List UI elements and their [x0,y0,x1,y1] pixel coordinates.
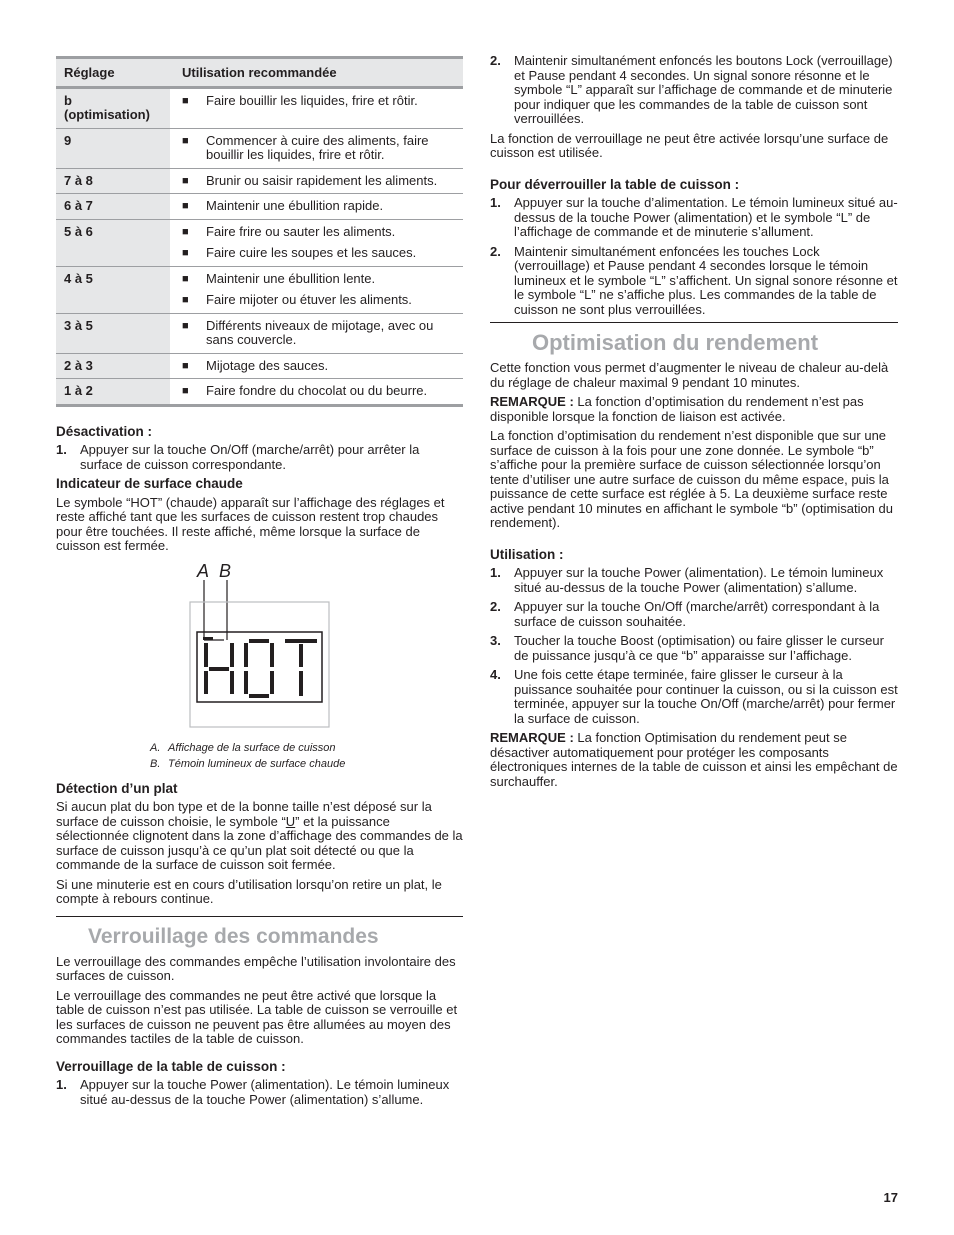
use-text: Faire mijoter ou étuver les aliments. [206,292,412,307]
bullet-icon: ■ [182,134,189,147]
boost-step-1 [490,566,898,595]
setting-level: 2 à 3 [56,353,170,379]
bullet-icon: ■ [182,319,189,332]
setting-level: 5 à 6 [56,219,170,266]
hot-display-figure [56,560,463,740]
use-item [182,272,463,287]
setting-uses [170,128,463,168]
deactivation-step [56,443,463,472]
bullet-icon: ■ [182,385,189,397]
use-item [182,384,463,399]
page-number: 17 [883,1190,898,1205]
hot-indicator-heading: Indicateur de surface chaude [56,476,243,491]
display-panel [190,602,329,727]
display-text: HOT [453,737,456,739]
step-text: Appuyer sur la touche Power (alimentation). Le témoin lumineux situé au-dessus de la touche Power (alimentation) s’allume. [80,1077,450,1107]
deactivation-heading: Désactivation : [56,423,153,439]
label-b: B [219,560,232,581]
unlock-step-2 [490,245,898,318]
table-row [56,128,463,168]
boost-detail: La fonction d’optimisation du rendement n’est disponible que sur une surface de cuisson à la fois pour une zone donnée. Le symbole “b” s’affiche pour la première surface de cuisson sélectionnée lorsqu’on tente d’utiliser une autre surface de cuisson du même espace, puis la puissance de cette surface est réglée à 5. La deuxième surface reste active pendant 10 minutes en affichant le symbole “b” (optimisation du rendement). [490,428,893,530]
label-a: A [197,560,210,581]
setting-uses [170,194,463,220]
lock-note: La fonction de verrouillage ne peut être activée lorsqu’une surface de cuisson est utilisée. [490,130,889,160]
boost-step-3 [490,634,898,663]
bullet-icon: ■ [182,225,189,238]
table-row [56,266,463,313]
setting-level: 6 à 7 [56,194,170,220]
table-row [56,353,463,379]
step-number: 4. [490,667,501,682]
use-item [182,246,463,261]
step-number: 1. [490,565,501,580]
table-row [56,219,463,266]
step-number: 2. [490,599,501,614]
setting-level: 7 à 8 [56,168,170,194]
boost-step-2 [490,600,898,629]
use-item [182,94,463,109]
use-item [182,359,463,374]
setting-level: 9 [56,128,170,168]
step-text: Appuyer sur la touche d’alimentation. Le témoin lumineux situé au-dessus de la touche Power (alimentation) et le symbole “L” de l’affichage de commande et de minuterie s’allument. [514,195,898,239]
boost-intro: Cette fonction vous permet d’augmenter le niveau de chaleur au-delà du réglage de chaleur maximal 9 pendant 10 minutes. [490,360,889,390]
setting-uses [170,379,463,406]
setting-level: 4 à 5 [56,266,170,313]
lock-intro: Le verrouillage des commandes empêche l’utilisation involontaire des surfaces de cuisson. [56,953,456,983]
table-row [56,379,463,406]
setting-level: 3 à 5 [56,313,170,353]
use-text: Maintenir une ébullition rapide. [206,198,384,213]
use-text: Faire fondre du chocolat ou du beurre. [206,383,428,398]
step-number: 3. [490,633,501,648]
u-symbol: U [285,813,296,829]
use-text: Brunir ou saisir rapidement les aliments. [206,172,438,188]
step-number: 1. [490,195,501,210]
hot-display-illustration [56,560,463,740]
setting-uses [170,266,463,313]
step-text: Toucher la touche Boost (optimisation) ou faire glisser le curseur de puissance jusqu’à ce que “b” apparaisse sur l’affichage. [514,633,884,663]
lock-heading: Verrouillage de la table de cuisson : [56,1058,286,1074]
use-item [182,174,463,189]
pan-detection-heading: Détection d’un plat [56,780,178,796]
boost-step-4 [490,668,898,726]
unlock-heading: Pour déverrouiller la table de cuisson : [490,176,740,192]
use-text: Différents niveaux de mijotage, avec ou sans couvercle. [206,317,434,347]
setting-uses [170,313,463,353]
boost-note-1: REMARQUE : La fonction d’optimisation du rendement n’est pas disponible lorsque la fonction de liaison est activée. [490,394,864,424]
figure-caption [150,740,463,772]
boost-use-heading: Utilisation : [490,546,564,562]
segment-h [206,643,232,694]
table-header-row [56,58,463,88]
use-item [182,319,463,348]
step-number: 1. [56,1077,67,1092]
setting-uses [170,219,463,266]
step-text: Maintenir simultanément enfoncées les touches Lock (verrouillage) et Pause pendant 4 secondes lorsque le témoin lumineux et le symbole “L” s’affichent. Un signal sonore résonne et le symbole “L” ne s’affiche plus. Les commandes de la table de cuisson ne sont plus verrouillées. [514,243,898,317]
bullet-icon: ■ [182,94,189,107]
lock-step-2 [490,54,898,127]
setting-uses [170,87,463,128]
boost-section-title: Optimisation du rendement [490,322,898,355]
step-text: Appuyer sur la touche Power (alimentation). Le témoin lumineux situé au-dessus de la touche Power (alimentation) s’allume. [514,565,884,595]
table-row [56,168,463,194]
setting-uses [170,353,463,379]
bullet-icon: ■ [182,247,189,259]
hot-indicator-text: Le symbole “HOT” (chaude) apparaît sur l’affichage des réglages et reste affiché tant que les surfaces de cuisson restent trop chaudes pour être touchées. Il reste affiché, même lorsque la surface de cuisson est fermée. [56,494,445,553]
segment-o [246,641,272,696]
table-header-level: Réglage [56,58,170,88]
use-item [182,199,463,214]
settings-table [56,56,463,407]
hot-indicator-light [203,637,213,640]
boost-steps [490,566,898,726]
unlock-step-1 [490,196,898,240]
lock-section-title: Verrouillage des commandes [56,916,463,949]
segment-t [285,641,317,696]
use-text: Faire cuire les soupes et les sauces. [206,245,417,260]
step-text: Maintenir simultanément enfoncés les boutons Lock (verrouillage) et Pause pendant 4 secondes. Un signal sonore résonne et le symbole “L” apparaît sur l’affichage de commande et de minuterie pour indiquer que les commandes de la table de cuisson sont verrouillées. [514,53,893,126]
bullet-icon: ■ [182,272,189,285]
use-text: Maintenir une ébullition lente. [206,270,376,286]
pan-detection-timer-text: Si une minuterie est en cours d’utilisation lorsqu’on retire un plat, le compte à rebours continue. [56,876,442,906]
right-column [490,54,898,794]
caption-a-letter: A. [150,741,161,754]
bullet-icon: ■ [182,174,189,187]
use-item [182,225,463,240]
step-number: 1. [56,442,67,457]
table-body [56,87,463,405]
bullet-icon: ■ [182,294,189,306]
table-row [56,87,463,128]
table-row [56,194,463,220]
left-column [56,56,463,1112]
setting-uses [170,168,463,194]
step-text: Appuyer sur la touche On/Off (marche/arrêt) correspondant à la surface de cuisson souhaitée. [514,599,880,629]
lock-step-1 [56,1078,463,1107]
lock-condition: Le verrouillage des commandes ne peut être activé que lorsque la table de cuisson n’est pas utilisée. La table de cuisson se verrouille et les surfaces de cuisson ne peuvent pas être allumées au moyen des commandes tactiles de la table de cuisson. [56,987,458,1046]
caption-b-letter: B. [150,757,161,770]
use-text: Commencer à cuire des aliments, faire bouillir les liquides, frire et rôtir. [206,132,429,162]
table-row [56,313,463,353]
note-label: REMARQUE : [490,394,574,409]
setting-level: 1 à 2 [56,379,170,406]
step-number: 2. [490,243,501,259]
use-text: Mijotage des sauces. [206,357,329,373]
use-text: Faire frire ou sauter les aliments. [206,223,396,239]
caption-a: Affichage de la surface de cuisson [168,741,336,754]
bullet-icon: ■ [182,359,189,372]
boost-note-2: REMARQUE : La fonction Optimisation du rendement peut se désactiver automatiquement pour protéger les composants électroniques internes de la table de cuisson et ainsi les empêchant de surchauffer. [490,730,898,789]
table-header-use: Utilisation recommandée [170,58,463,88]
pan-detection-text: Si aucun plat du bon type et de la bonne taille n’est déposé sur la surface de cuisson choisie, le symbole “U” et la puissance sélectionnée clignotent dans la zone d’affichage des commandes de la surface de cuisson jusqu’à ce qu’un plat soit détecté ou que la commande de la surface de cuisson soit fermée. [56,799,463,872]
use-text: Faire bouillir les liquides, frire et rôtir. [206,92,418,108]
step-text: Une fois cette étape terminée, faire glisser le curseur à la puissance souhaitée pour continuer la cuisson, ou si la cuisson est terminée, appuyer sur la touche On/Off (marche/arrêt) pour fermer la surface de cuisson. [514,667,898,726]
note-label: REMARQUE : [490,730,574,745]
use-item [182,134,463,163]
bullet-icon: ■ [182,200,189,212]
step-number: 2. [490,53,501,68]
use-item [182,293,463,308]
step-text: Appuyer sur la touche On/Off (marche/arrêt) pour arrêter la surface de cuisson correspondante. [80,442,420,472]
caption-b: Témoin lumineux de surface chaude [168,757,346,770]
setting-level: b (optimisation) [56,87,170,128]
